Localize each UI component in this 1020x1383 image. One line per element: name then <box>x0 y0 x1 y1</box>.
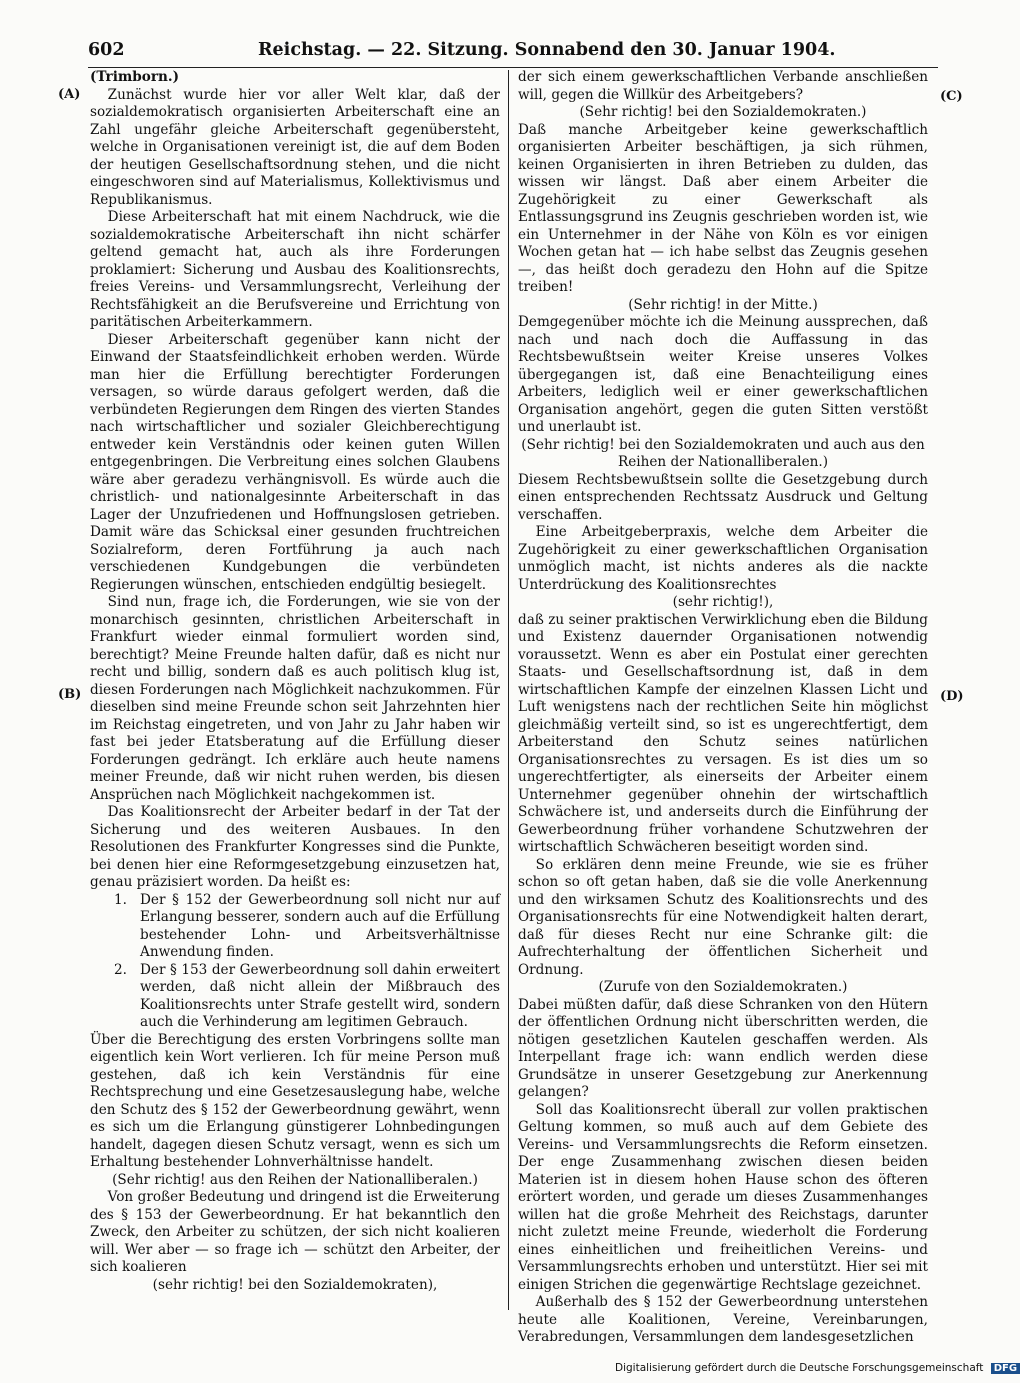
paragraph: Sind nun, frage ich, die Forderungen, wie sie von der monarchisch gesinnten, christlichen Arbeiterschaft in Frankfurt wieder einmal formuliert worden sind, berechtigt? Meine Freunde halten dafür, daß es nicht nur recht und billig, sondern daß es auch politisch klug ist, diesen Forderungen nach Möglichkeit nachzukommen. Für dieselben sind meine Freunde schon seit Jahrzehnten hier im Reichstag eingetreten, und von Jahr zu Jahr haben wir fast bei jeder Etatsberatung auf die Erfüllung dieser Forderungen gedrängt. Ich erkläre auch heute namens meiner Freunde, daß wir nicht ruhen werden, bis diesen Ansprüchen nach Möglichkeit nachgekommen ist. <box>90 594 500 803</box>
list-item <box>114 961 500 1032</box>
paragraph: Von großer Bedeutung und dringend ist die Erweiterung des § 153 der Gewerbeordnung. Er hat bekanntlich den Zweck, den Arbeiter zu schützen, der sich nicht koalieren will. Wer aber — so frage ich — schützt den Arbeiter, der sich koalieren <box>90 1189 500 1275</box>
paragraph: Über die Berechtigung des ersten Vorbringens sollte man eigentlich kein Wort verlieren. Ich für meine Person muß gestehen, daß ich kein Verständnis für eine Rechtsprechung und eine Gesetzesauslegung habe, welche den Schutz des § 152 der Gewerbeordnung gewährt, wenn es sich um die Erlangung günstigerer Lohnbedingungen handelt, dagegen diesen Schutz versagt, wenn es sich um Erhaltung bestehender Lohnverhältnisse handelt. <box>90 1031 500 1170</box>
header-rule <box>88 67 938 68</box>
paragraph: Soll das Koalitionsrecht überall zur vollen praktischen Geltung kommen, so muß auch auf dem Gebiete des Vereins- und Versammlungsrechts die Reform einsetzen. Der enge Zusammenhang zwischen diesen beiden Materien ist in diesem hohen Hause schon des öfteren erörtert worden, und gerade um dieses Zusammenhanges willen hat die große Mehrheit des Reichstags, darunter nicht zuletzt meine Freunde, wiederholt die Forderung eines einheitlichen und freiheitlichen Vereins- und Versammlungsrechts erhoben und unterstützt. Hier sei mit einigen Strichen die gegenwärtige Rechtslage gezeichnet. <box>518 1101 928 1293</box>
margin-mark-c: (C) <box>940 89 963 104</box>
paragraph: Eine Arbeitgeberpraxis, welche dem Arbeiter die Zugehörigkeit zu einer gewerkschaftlichen Organisation unmöglich macht, ist nichts anderes als die nackte Unterdrückung des Koalitionsrechtes <box>518 524 928 593</box>
paragraph: Diese Arbeiterschaft hat mit einem Nachdruck, wie die sozialdemokratische Arbeiterschaft ihn nicht schärfer geltend gemacht hat, auch als ihre Forderungen proklamiert: Sicherung und Ausbau des Koalitionsrechts, freies Vereins- und Versammlungsrecht, Verleihung der Rechtsfähigkeit an die Berufsvereine und Errichtung von paritätischen Arbeiterkammern. <box>90 209 500 330</box>
dfg-logo-icon: DFG <box>991 1363 1020 1374</box>
right-column <box>518 69 928 1347</box>
interjection: (Sehr richtig! bei den Sozialdemokraten und auch aus den Reihen der Nationalliberalen.) <box>521 436 925 470</box>
running-title: Reichstag. — 22. Sitzung. Sonnabend den 30. Januar 1904. <box>258 40 836 60</box>
list-item <box>114 891 500 962</box>
column-divider <box>508 70 509 1310</box>
interjection: (Zurufe von den Sozialdemokraten.) <box>598 979 848 995</box>
paragraph: Dabei müßten dafür, daß diese Schranken von den Hütern der öffentlichen Ordnung nicht überschritten werden, die nötigen gesetzlichen Kautelen geschaffen werden. Als Interpellant frage ich: wann endlich werden diese Grundsätze in unserer Gesetzgebung zur Anerkennung gelangen? <box>518 996 928 1100</box>
resolution-list <box>114 891 500 1032</box>
paragraph: Diesem Rechtsbewußtsein sollte die Gesetzgebung durch einen entsprechenden Rechtssatz Ausdruck und Geltung verschaffen. <box>518 471 928 523</box>
paragraph: der sich einem gewerkschaftlichen Verbande anschließen will, gegen die Willkür des Arbeitgebers? <box>518 69 928 103</box>
paragraph: Das Koalitionsrecht der Arbeiter bedarf in der Tat der Sicherung und des weiteren Ausbaues. In den Resolutionen des Frankfurter Kongresses sind die Punkte, bei denen hier eine Reformgesetzgebung einzusetzen hat, genau präzisiert worden. Da heißt es: <box>90 804 500 890</box>
interjection: (Sehr richtig! in der Mitte.) <box>628 296 818 313</box>
left-column <box>90 69 500 1294</box>
margin-mark-d: (D) <box>940 689 964 704</box>
paragraph: Demgegenüber möchte ich die Meinung aussprechen, daß nach und nach doch die Auffassung in das Rechtsbewußtsein weiter Kreise unseres Volkes übergegangen ist, daß eine Benachteiligung eines Arbeiters, lediglich weil er einer gewerkschaftlichen Organisation angehört, gegen die guten Sitten verstößt und unerlaubt ist. <box>518 314 928 435</box>
margin-mark-b: (B) <box>58 687 82 702</box>
paragraph: daß zu seiner praktischen Verwirklichung eben die Bildung und Existenz dauernder Organisationen notwendig voraussetzt. Wenn es aber ein Postulat einer gerechten Staats- und Gesellschaftsordnung ist, daß in dem wirtschaftlichen Kampfe der einzelnen Klassen Licht und Luft wenigstens nach der rechtlichen Seite hin möglichst gleichmäßig verteilt sind, so ist es ungerechtfertigt, dem Arbeiterstand den Schutz seines natürlichen Organisationsrechtes zu versagen. Es ist dies um so ungerechtfertigter, als einerseits der Arbeiter einem Unternehmer gegenüber ohnehin der wirtschaftlich Schwächere ist, und anderseits durch die Einführung der Gewerbeordnung früher vorhandene Schutzwehren der wirtschaftlich Schwächeren beseitigt worden sind. <box>518 611 928 855</box>
margin-mark-a: (A) <box>58 87 81 102</box>
interjection: (sehr richtig! bei den Sozialdemokraten), <box>152 1276 438 1293</box>
paragraph: Außerhalb des § 152 der Gewerbeordnung unterstehen heute alle Koalitionen, Vereine, Vereinbarungen, Verabredungen, Versammlungen dem landesgesetzlichen <box>518 1294 928 1345</box>
list-number: 1. <box>114 891 127 908</box>
page-number: 602 <box>88 40 125 60</box>
interjection: (sehr richtig!), <box>672 594 774 610</box>
paragraph: Daß manche Arbeitgeber keine gewerkschaftlich organisierten Arbeiter beschäftigen, ja sich rühmen, keinen Organisierten in ihren Betrieben zu dulden, das wissen wir längst. Daß aber einem Arbeiter die Zugehörigkeit zu einer Gewerkschaft als Entlassungsgrund ins Zeugnis geschrieben worden ist, wie ein Unternehmer in der Nähe von Köln es vor einigen Wochen getan hat — ich habe selbst das Zeugnis gesehen —, das heißt doch geradezu den Hohn auf die Spitze treiben! <box>518 121 928 295</box>
list-text: Der § 153 der Gewerbeordnung soll dahin erweitert werden, daß nicht allein der Mißbrauch des Koalitionsrechts unter Strafe gestellt wird, sondern auch die Verhinderung am legitimen Gebrauch. <box>140 961 500 1030</box>
footer-text: Digitalisierung gefördert durch die Deutsche Forschungsgemeinschaft <box>615 1362 984 1374</box>
list-number: 2. <box>114 961 127 978</box>
speaker-name: (Trimborn.) <box>90 69 180 85</box>
paragraph: So erklären denn meine Freunde, wie sie es früher schon so oft getan haben, daß sie die volle Anerkennung und den wirksamen Schutz des Koalitionsrechts und des Organisationsrechts für eine Notwendigkeit halten derart, daß für dieses Recht nur eine Schranke gilt: die Aufrechterhaltung der öffentlichen Sicherheit und Ordnung. <box>518 856 928 978</box>
paragraph: Dieser Arbeiterschaft gegenüber kann nicht der Einwand der Staatsfeindlichkeit erhoben werden. Würde man hier die Erfüllung berechtigter Forderungen versagen, so würde daraus gefolgert werden, daß die verbündeten Regierungen dem Ringen des vierten Standes nach wirtschaftlicher und sozialer Gleichberechtigung entweder kein Verständnis oder keinen guten Willen entgegenbringen. Die Verbreitung eines solchen Glaubens wäre aber geradezu verhängnisvoll. Es würde auch die christlich- und nationalgesinnte Arbeiterschaft in das Lager der Unzufriedenen und Hoffnungslosen getrieben. Damit wäre das Schicksal einer gesunden fruchtreichen Sozialreform, deren Fortführung ja auch nach verschiedenen Kundgebungen die verbündeten Regierungen wünschen, entschieden endgültig besiegelt. <box>90 331 500 593</box>
interjection: (Sehr richtig! bei den Sozialdemokraten.) <box>579 104 867 120</box>
list-text: Der § 152 der Gewerbeordnung soll nicht nur auf Erlangung besserer, sondern auch auf die Erfüllung bestehender Lohn- und Arbeitsverhältnisse Anwendung finden. <box>140 891 500 960</box>
digitization-footer <box>615 1362 1020 1374</box>
page-header <box>88 40 938 64</box>
interjection: (Sehr richtig! aus den Reihen der Nationalliberalen.) <box>112 1171 478 1188</box>
paragraph: Zunächst wurde hier vor aller Welt klar, daß der sozialdemokratisch organisierten Arbeiterschaft eine an Zahl ungefähr gleiche Arbeiterschaft gegenübersteht, welche in Organisationen vereinigt ist, die auf dem Boden der heutigen Gesellschaftsordnung stehen, und die nicht eingeschworen sind auf Materialismus, Kollektivismus und Republikanismus. <box>90 86 500 208</box>
